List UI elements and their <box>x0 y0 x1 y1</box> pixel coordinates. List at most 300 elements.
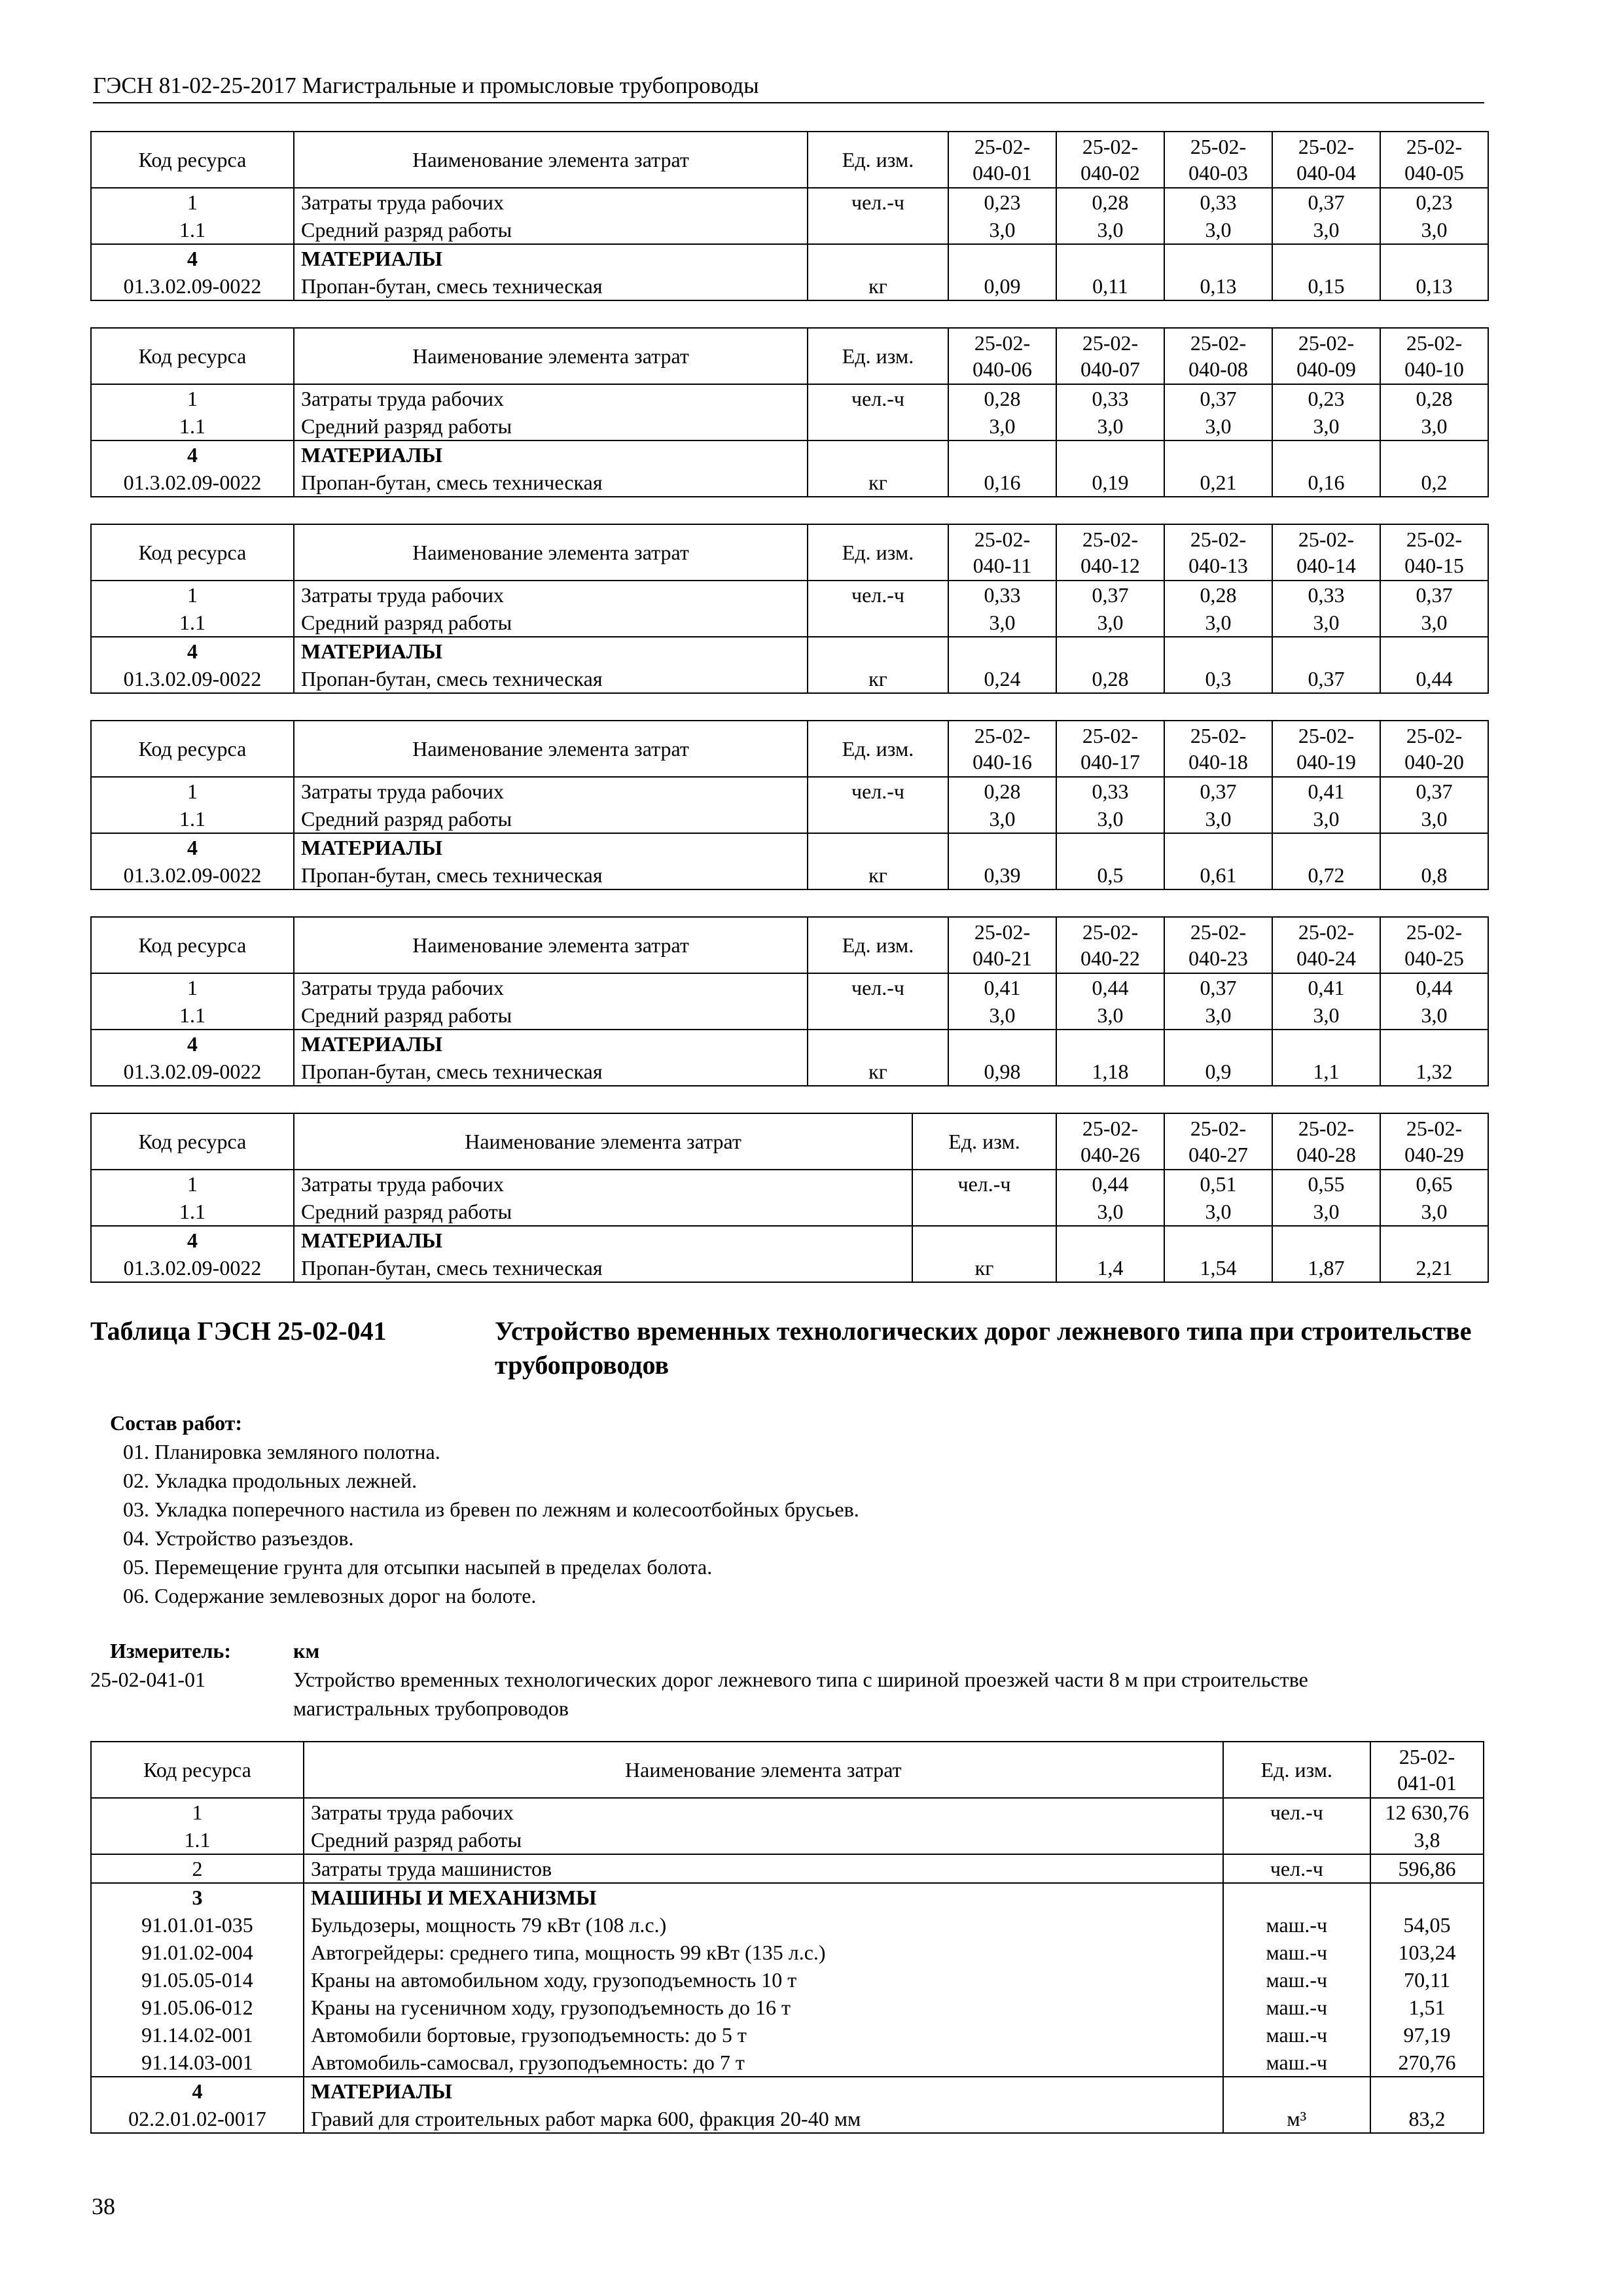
table-row <box>91 1001 1488 1030</box>
table-row <box>91 861 1488 889</box>
resource-value: 0,72 <box>1272 861 1380 889</box>
table-row <box>91 1058 1488 1086</box>
table-row <box>91 1198 1488 1226</box>
resource-code: 4 <box>91 2077 304 2105</box>
resource-value: 70,11 <box>1370 1966 1484 1994</box>
resource-value: 1,51 <box>1370 1994 1484 2021</box>
resource-value: 3,0 <box>1164 1198 1272 1226</box>
resource-value: 0,28 <box>1380 384 1488 412</box>
resource-code: 4 <box>91 1226 294 1254</box>
resource-code: 3 <box>91 1883 304 1911</box>
composition-item: 04. Устройство разъездов. <box>123 1526 354 1550</box>
resource-value <box>948 637 1056 665</box>
resource-value: 3,0 <box>1164 412 1272 440</box>
resource-value <box>1164 1226 1272 1254</box>
table-row <box>91 665 1488 693</box>
resource-name: МАТЕРИАЛЫ <box>294 833 808 861</box>
resource-value: 3,0 <box>1380 609 1488 637</box>
resource-value: 0,37 <box>1056 581 1164 609</box>
resource-code: 4 <box>91 637 294 665</box>
resource-value <box>1056 244 1164 272</box>
header-norm-code: 25-02- 040-20 <box>1380 721 1488 777</box>
table-row <box>91 1170 1488 1198</box>
resource-value: 3,0 <box>948 216 1056 244</box>
resource-value: 0,09 <box>948 272 1056 300</box>
resource-value <box>1380 1226 1488 1254</box>
resource-value: 3,0 <box>1164 216 1272 244</box>
table-row <box>91 1226 1488 1254</box>
resource-value: 0,39 <box>948 861 1056 889</box>
resource-unit: маш.-ч <box>1223 1966 1370 1994</box>
resource-code: 01.3.02.09-0022 <box>91 469 294 497</box>
header-name: Наименование элемента затрат <box>304 1742 1223 1798</box>
resource-unit: кг <box>808 861 948 889</box>
resource-name: Автомобили бортовые, грузоподъемность: до 5 т <box>304 2021 1223 2049</box>
resource-name: Автогрейдеры: среднего типа, мощность 99 кВт (135 л.с.) <box>304 1939 1223 1966</box>
table-row <box>91 440 1488 469</box>
section-title <box>90 1314 1484 1382</box>
resource-value <box>1272 1226 1380 1254</box>
header-norm-code: 25-02- 040-05 <box>1380 132 1488 188</box>
resource-value: 596,86 <box>1370 1854 1484 1883</box>
resource-value: 0,61 <box>1164 861 1272 889</box>
resource-value <box>1380 440 1488 469</box>
resource-value: 3,0 <box>948 1001 1056 1030</box>
resource-name: Пропан-бутан, смесь техническая <box>294 469 808 497</box>
table-row <box>91 2021 1484 2049</box>
resource-table <box>90 131 1489 301</box>
resource-value: 3,0 <box>1056 805 1164 833</box>
resource-unit <box>808 805 948 833</box>
resource-value: 0,16 <box>948 469 1056 497</box>
header-norm-code: 25-02- 040-14 <box>1272 524 1380 581</box>
resource-value: 3,0 <box>1272 609 1380 637</box>
resource-code: 01.3.02.09-0022 <box>91 665 294 693</box>
resource-name: МАТЕРИАЛЫ <box>294 1030 808 1058</box>
header-norm-code: 25-02- 040-10 <box>1380 328 1488 384</box>
resource-value: 0,13 <box>1164 272 1272 300</box>
resource-table <box>90 524 1489 694</box>
header-code: Код ресурса <box>91 1742 304 1798</box>
resource-name: Пропан-бутан, смесь техническая <box>294 1254 912 1282</box>
resource-value: 270,76 <box>1370 2049 1484 2077</box>
header-norm-code: 25-02- 040-19 <box>1272 721 1380 777</box>
section-heading: Устройство временных технологических дорог лежневого типа при строительстве трубопроводов <box>495 1316 1472 1380</box>
resource-code: 4 <box>91 244 294 272</box>
header-name: Наименование элемента затрат <box>294 721 808 777</box>
resource-unit: маш.-ч <box>1223 1994 1370 2021</box>
header-code: Код ресурса <box>91 524 294 581</box>
resource-value: 1,1 <box>1272 1058 1380 1086</box>
resource-name: Средний разряд работы <box>294 1001 808 1030</box>
resource-code: 2 <box>91 1854 304 1883</box>
resource-value <box>948 833 1056 861</box>
resource-value: 0,24 <box>948 665 1056 693</box>
resource-code: 1.1 <box>91 412 294 440</box>
table-row <box>91 2105 1484 2133</box>
resource-unit <box>808 1001 948 1030</box>
header-norm-code: 25-02- 040-16 <box>948 721 1056 777</box>
header-code: Код ресурса <box>91 721 294 777</box>
resource-value: 0,44 <box>1056 1170 1164 1198</box>
resource-value: 3,8 <box>1370 1826 1484 1854</box>
header-name: Наименование элемента затрат <box>294 524 808 581</box>
resource-unit: кг <box>808 665 948 693</box>
table-row <box>91 1939 1484 1966</box>
resource-unit <box>808 440 948 469</box>
composition-item: 03. Укладка поперечного настила из бревен по лежням и колесоотбойных брусьев. <box>123 1498 859 1521</box>
resource-value: 3,0 <box>1164 1001 1272 1030</box>
resource-unit <box>808 244 948 272</box>
header-code: Код ресурса <box>91 132 294 188</box>
header-norm-code: 25-02- 040-12 <box>1056 524 1164 581</box>
resource-value: 0,23 <box>1380 188 1488 216</box>
resource-value <box>1056 1030 1164 1058</box>
resource-name: Пропан-бутан, смесь техническая <box>294 665 808 693</box>
resource-value: 3,0 <box>1056 609 1164 637</box>
resource-unit <box>1223 1826 1370 1854</box>
resource-name: Средний разряд работы <box>304 1826 1223 1854</box>
resource-name: Затраты труда рабочих <box>294 973 808 1001</box>
resource-name: Краны на автомобильном ходу, грузоподъемность 10 т <box>304 1966 1223 1994</box>
resource-value: 0,41 <box>1272 777 1380 805</box>
resource-name: Гравий для строительных работ марка 600, фракция 20-40 мм <box>304 2105 1223 2133</box>
header-norm-code: 25-02- 040-26 <box>1056 1113 1164 1170</box>
resource-value <box>1164 833 1272 861</box>
resource-unit <box>808 609 948 637</box>
resource-name: Бульдозеры, мощность 79 кВт (108 л.с.) <box>304 1911 1223 1939</box>
resource-code: 91.05.06-012 <box>91 1994 304 2021</box>
resource-value: 0,37 <box>1164 777 1272 805</box>
page-number: 38 <box>92 2193 115 2219</box>
resource-value <box>1272 637 1380 665</box>
meter-value: км <box>293 1639 320 1662</box>
resource-value <box>1056 1226 1164 1254</box>
resource-value: 3,0 <box>1056 1198 1164 1226</box>
resource-name: Средний разряд работы <box>294 609 808 637</box>
resource-unit <box>808 216 948 244</box>
resource-value: 0,33 <box>1056 384 1164 412</box>
resource-value: 0,28 <box>948 777 1056 805</box>
resource-value: 0,98 <box>948 1058 1056 1086</box>
header-norm-code: 25-02- 040-23 <box>1164 917 1272 973</box>
header-norm-code: 25-02- 040-07 <box>1056 328 1164 384</box>
table-row <box>91 1254 1488 1282</box>
norm-description: Устройство временных технологических дорог лежневого типа с шириной проезжей части 8 м при строительстве магистральных трубопроводов <box>293 1668 1308 1720</box>
resource-code: 1.1 <box>91 216 294 244</box>
table-row <box>91 2049 1484 2077</box>
table-row <box>91 777 1488 805</box>
header-unit: Ед. изм. <box>808 328 948 384</box>
resource-value: 0,55 <box>1272 1170 1380 1198</box>
resource-value: 103,24 <box>1370 1939 1484 1966</box>
header-unit: Ед. изм. <box>808 917 948 973</box>
resource-value <box>1272 833 1380 861</box>
resource-value: 0,5 <box>1056 861 1164 889</box>
header-norm-code: 25-02- 040-28 <box>1272 1113 1380 1170</box>
resource-code: 91.14.03-001 <box>91 2049 304 2077</box>
composition-heading: Состав работ: <box>110 1411 243 1435</box>
table-row <box>91 1798 1484 1826</box>
resource-unit <box>1223 2077 1370 2105</box>
resource-value: 83,2 <box>1370 2105 1484 2133</box>
resource-value: 3,0 <box>1056 1001 1164 1030</box>
resource-name: Средний разряд работы <box>294 805 808 833</box>
resource-code: 1.1 <box>91 805 294 833</box>
resource-value <box>1164 244 1272 272</box>
resource-value <box>1272 440 1380 469</box>
header-norm-code: 25-02- 040-02 <box>1056 132 1164 188</box>
header-unit: Ед. изм. <box>808 132 948 188</box>
resource-value: 3,0 <box>1380 216 1488 244</box>
resource-unit <box>912 1198 1056 1226</box>
tables-25-02-040 <box>90 131 1484 1283</box>
table-row <box>91 833 1488 861</box>
header-norm-code: 25-02- 040-27 <box>1164 1113 1272 1170</box>
table-row <box>91 1826 1484 1854</box>
header-name: Наименование элемента затрат <box>294 1113 912 1170</box>
resource-code: 01.3.02.09-0022 <box>91 1254 294 1282</box>
resource-value: 0,41 <box>1272 973 1380 1001</box>
table-row <box>91 637 1488 665</box>
header-norm-code: 25-02- 040-17 <box>1056 721 1164 777</box>
resource-value: 3,0 <box>1380 1198 1488 1226</box>
header-unit: Ед. изм. <box>808 721 948 777</box>
resource-value <box>1272 244 1380 272</box>
header-norm-code: 25-02- 040-09 <box>1272 328 1380 384</box>
resource-name: Затраты труда машинистов <box>304 1854 1223 1883</box>
resource-value: 3,0 <box>948 805 1056 833</box>
resource-value: 0,44 <box>1380 973 1488 1001</box>
composition-item: 02. Укладка продольных лежней. <box>123 1469 418 1492</box>
resource-name: Пропан-бутан, смесь техническая <box>294 861 808 889</box>
header-norm-code: 25-02- 040-21 <box>948 917 1056 973</box>
table-row <box>91 244 1488 272</box>
resource-value <box>948 440 1056 469</box>
resource-value: 3,0 <box>1380 412 1488 440</box>
resource-value: 0,23 <box>1272 384 1380 412</box>
resource-value <box>1380 244 1488 272</box>
resource-code: 1 <box>91 384 294 412</box>
table-row <box>91 581 1488 609</box>
resource-code: 02.2.01.02-0017 <box>91 2105 304 2133</box>
resource-value <box>1370 2077 1484 2105</box>
resource-code: 91.05.05-014 <box>91 1966 304 1994</box>
resource-value: 0,16 <box>1272 469 1380 497</box>
header-name: Наименование элемента затрат <box>294 328 808 384</box>
resource-code: 01.3.02.09-0022 <box>91 861 294 889</box>
resource-value: 0,2 <box>1380 469 1488 497</box>
resource-value: 2,21 <box>1380 1254 1488 1282</box>
resource-unit <box>808 833 948 861</box>
resource-value: 54,05 <box>1370 1911 1484 1939</box>
header-norm-code: 25-02- 040-29 <box>1380 1113 1488 1170</box>
resource-name: Затраты труда рабочих <box>294 777 808 805</box>
resource-unit <box>808 637 948 665</box>
resource-value <box>1164 440 1272 469</box>
resource-value: 3,0 <box>1056 216 1164 244</box>
resource-value <box>948 244 1056 272</box>
resource-value: 1,54 <box>1164 1254 1272 1282</box>
resource-name: Автомобиль-самосвал, грузоподъемность: до 7 т <box>304 2049 1223 2077</box>
table-row <box>91 1966 1484 1994</box>
resource-value: 0,28 <box>1056 665 1164 693</box>
resource-value: 0,21 <box>1164 469 1272 497</box>
resource-unit: чел.-ч <box>808 777 948 805</box>
table-row <box>91 1911 1484 1939</box>
resource-name: МАТЕРИАЛЫ <box>294 440 808 469</box>
resource-table <box>90 916 1489 1086</box>
section-number: Таблица ГЭСН 25-02-041 <box>90 1316 387 1346</box>
resource-value <box>1380 1030 1488 1058</box>
resource-value <box>1380 637 1488 665</box>
table-row <box>91 188 1488 216</box>
resource-value: 0,15 <box>1272 272 1380 300</box>
resource-value <box>948 1030 1056 1058</box>
meter-label: Измеритель: <box>110 1639 231 1662</box>
resource-value: 3,0 <box>948 412 1056 440</box>
table-row <box>91 384 1488 412</box>
resource-unit: чел.-ч <box>808 581 948 609</box>
norm-code: 25-02-041-01 <box>90 1668 205 1691</box>
resource-value: 1,4 <box>1056 1254 1164 1282</box>
resource-value: 3,0 <box>1056 412 1164 440</box>
composition-item: 06. Содержание землевозных дорог на болоте. <box>123 1584 537 1607</box>
table-row <box>91 609 1488 637</box>
resource-value: 0,37 <box>1164 973 1272 1001</box>
resource-value <box>1370 1883 1484 1911</box>
resource-name: Средний разряд работы <box>294 216 808 244</box>
resource-value: 12 630,76 <box>1370 1798 1484 1826</box>
table-row <box>91 1030 1488 1058</box>
resource-value <box>1056 440 1164 469</box>
resource-code: 1.1 <box>91 1826 304 1854</box>
resource-value: 0,13 <box>1380 272 1488 300</box>
resource-code: 1.1 <box>91 609 294 637</box>
resource-unit: кг <box>912 1254 1056 1282</box>
header-unit: Ед. изм. <box>1223 1742 1370 1798</box>
header-name: Наименование элемента затрат <box>294 917 808 973</box>
resource-name: МАТЕРИАЛЫ <box>304 2077 1223 2105</box>
header-norm-code: 25-02- 040-15 <box>1380 524 1488 581</box>
resource-value: 0,28 <box>1056 188 1164 216</box>
resource-name: Средний разряд работы <box>294 1198 912 1226</box>
resource-name: Пропан-бутан, смесь техническая <box>294 272 808 300</box>
header-norm-code: 25-02- 040-03 <box>1164 132 1272 188</box>
resource-name: МАТЕРИАЛЫ <box>294 637 808 665</box>
resource-code: 01.3.02.09-0022 <box>91 272 294 300</box>
resource-value: 1,18 <box>1056 1058 1164 1086</box>
resource-unit: кг <box>808 1058 948 1086</box>
resource-code: 1 <box>91 973 294 1001</box>
resource-value: 0,33 <box>1164 188 1272 216</box>
resource-code: 1 <box>91 1798 304 1826</box>
composition-item: 05. Перемещение грунта для отсыпки насыпей в пределах болота. <box>123 1555 713 1579</box>
resource-unit <box>1223 1883 1370 1911</box>
header-norm-code: 25-02- 040-13 <box>1164 524 1272 581</box>
resource-value: 3,0 <box>1380 1001 1488 1030</box>
resource-code: 1 <box>91 581 294 609</box>
header-norm-code: 25-02- 041-01 <box>1370 1742 1484 1798</box>
resource-value: 3,0 <box>1164 805 1272 833</box>
resource-table <box>90 327 1489 497</box>
header-code: Код ресурса <box>91 917 294 973</box>
table-row <box>91 412 1488 440</box>
table-25-02-041 <box>90 1741 1484 2134</box>
resource-code: 4 <box>91 440 294 469</box>
header-code: Код ресурса <box>91 1113 294 1170</box>
resource-value: 1,87 <box>1272 1254 1380 1282</box>
resource-value: 0,23 <box>948 188 1056 216</box>
resource-value: 0,33 <box>1272 581 1380 609</box>
resource-unit: кг <box>808 272 948 300</box>
resource-code: 1.1 <box>91 1001 294 1030</box>
resource-value: 3,0 <box>1380 805 1488 833</box>
running-head: ГЭСН 81-02-25-2017 Магистральные и промысловые трубопроводы <box>93 71 1484 103</box>
table-row <box>91 469 1488 497</box>
document-page <box>90 71 1484 2134</box>
resource-value <box>1056 833 1164 861</box>
resource-unit: маш.-ч <box>1223 2021 1370 2049</box>
resource-code: 1.1 <box>91 1198 294 1226</box>
header-norm-code: 25-02- 040-18 <box>1164 721 1272 777</box>
resource-name: МАТЕРИАЛЫ <box>294 1226 912 1254</box>
resource-value <box>1164 1030 1272 1058</box>
resource-value: 0,37 <box>1272 665 1380 693</box>
resource-code: 01.3.02.09-0022 <box>91 1058 294 1086</box>
header-norm-code: 25-02- 040-22 <box>1056 917 1164 973</box>
resource-table <box>90 1741 1484 2134</box>
resource-name: Пропан-бутан, смесь техническая <box>294 1058 808 1086</box>
resource-code: 1 <box>91 188 294 216</box>
resource-value: 0,28 <box>1164 581 1272 609</box>
resource-name: Затраты труда рабочих <box>294 384 808 412</box>
header-code: Код ресурса <box>91 328 294 384</box>
resource-name: Затраты труда рабочих <box>294 1170 912 1198</box>
resource-unit: маш.-ч <box>1223 2049 1370 2077</box>
resource-unit: м³ <box>1223 2105 1370 2133</box>
resource-value: 0,19 <box>1056 469 1164 497</box>
resource-value: 3,0 <box>1272 412 1380 440</box>
resource-unit: чел.-ч <box>912 1170 1056 1198</box>
resource-value: 1,32 <box>1380 1058 1488 1086</box>
header-norm-code: 25-02- 040-25 <box>1380 917 1488 973</box>
resource-value: 3,0 <box>1272 1001 1380 1030</box>
resource-value: 0,51 <box>1164 1170 1272 1198</box>
resource-unit: чел.-ч <box>808 188 948 216</box>
resource-code: 4 <box>91 833 294 861</box>
resource-unit: чел.-ч <box>1223 1798 1370 1826</box>
table-row <box>91 805 1488 833</box>
resource-code: 1 <box>91 777 294 805</box>
resource-value: 0,9 <box>1164 1058 1272 1086</box>
header-norm-code: 25-02- 040-06 <box>948 328 1056 384</box>
resource-value: 0,37 <box>1380 581 1488 609</box>
resource-value <box>1056 637 1164 665</box>
resource-value: 0,33 <box>948 581 1056 609</box>
resource-code: 1 <box>91 1170 294 1198</box>
resource-unit <box>912 1226 1056 1254</box>
table-row <box>91 1883 1484 1911</box>
table-row <box>91 2077 1484 2105</box>
resource-name: Затраты труда рабочих <box>294 188 808 216</box>
resource-value: 0,37 <box>1272 188 1380 216</box>
resource-value: 0,41 <box>948 973 1056 1001</box>
header-unit: Ед. изм. <box>808 524 948 581</box>
resource-unit: чел.-ч <box>808 973 948 1001</box>
work-composition <box>90 1408 1484 1610</box>
resource-value <box>1164 637 1272 665</box>
